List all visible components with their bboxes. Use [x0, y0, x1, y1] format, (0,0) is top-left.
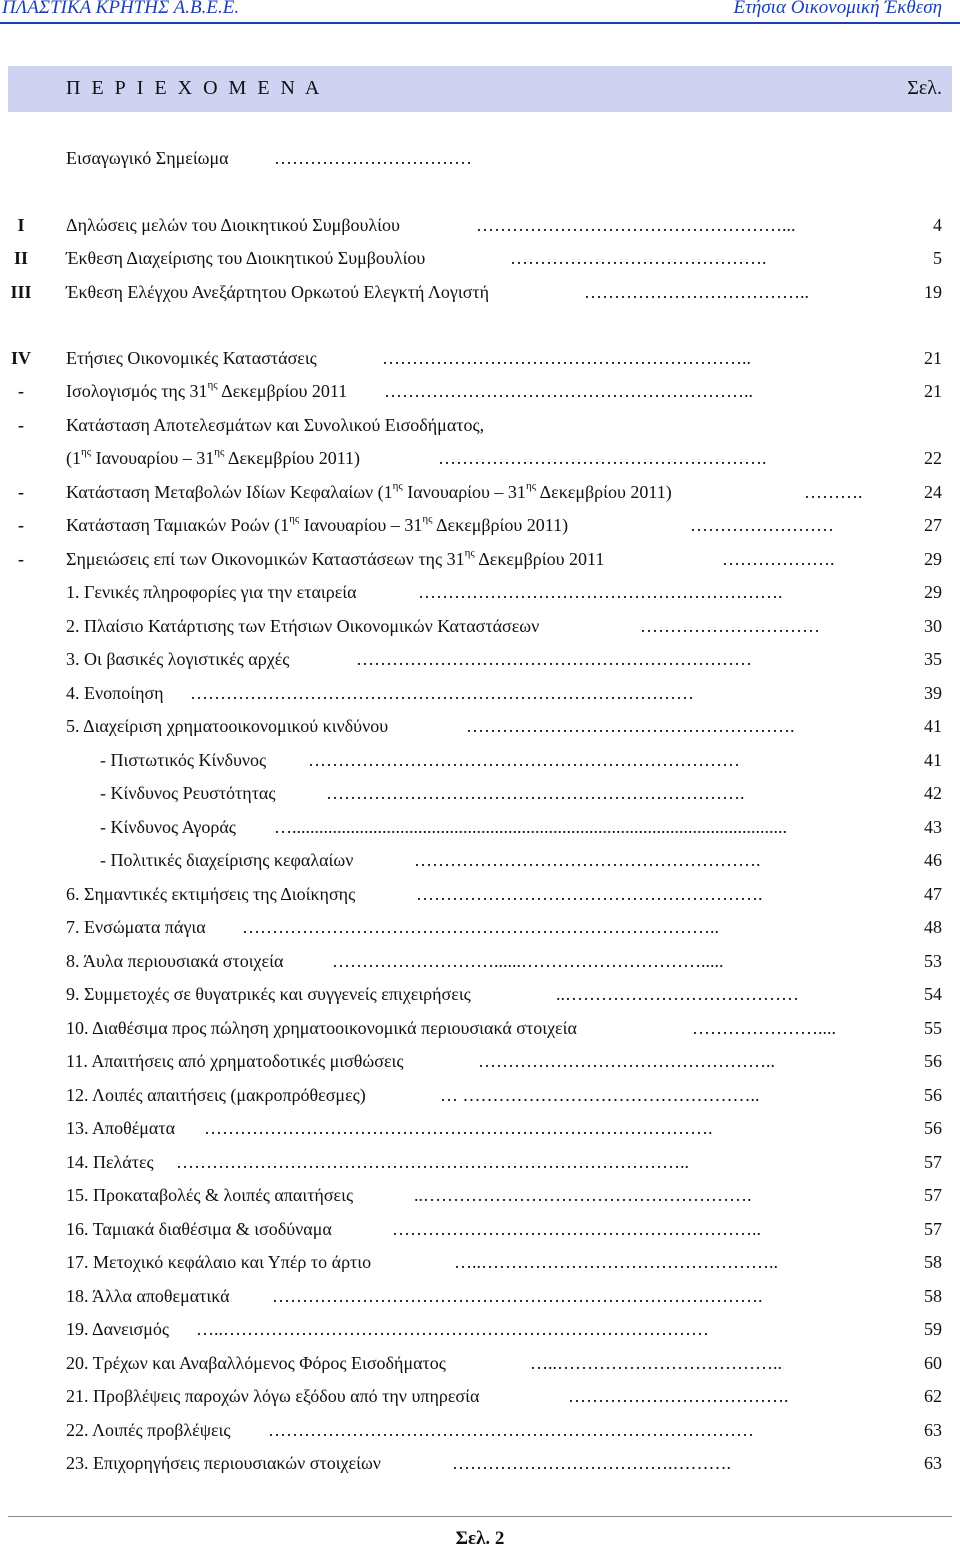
dot-leader: …………………………………………………….: [418, 582, 783, 602]
toc-entry-number: IV: [10, 348, 31, 368]
dot-leader: ……………………………….: [568, 1386, 789, 1406]
toc-entry-intro[interactable]: [0, 143, 960, 173]
dot-leader: …..………………………………..: [530, 1353, 782, 1373]
toc-entry-label: - Κίνδυνος Ρευστότητας: [100, 783, 276, 803]
toc-entry-bullet: -: [18, 381, 24, 401]
toc-entry-page: 53: [924, 951, 942, 971]
toc-entry-label: 13. Αποθέματα: [66, 1118, 176, 1138]
dot-leader: ………………………………………………………………………: [268, 1420, 754, 1440]
toc-entry-label: - Κίνδυνος Αγοράς: [100, 817, 236, 837]
toc-title: Π Ε Ρ Ι Ε Χ Ο Μ Ε Ν Α: [66, 77, 323, 99]
toc-entry-note-5-credit-risk[interactable]: [0, 745, 960, 775]
dot-leader: ……………………………: [274, 148, 472, 168]
toc-entry-note-5-capital-policies[interactable]: [0, 845, 960, 875]
dot-leader: …………………………………………..: [478, 1051, 775, 1071]
toc-entry-label: 21. Προβλέψεις παροχών λόγω εξόδου από την υπηρεσία: [66, 1386, 480, 1406]
dot-leader: ……………………………………………….: [466, 716, 795, 736]
toc-entry-label: 12. Λοιπές απαιτήσεις (μακροπρόθεσμες): [66, 1085, 366, 1105]
toc-entry-label: 16. Ταμιακά διαθέσιμα & ισοδύναμα: [66, 1219, 332, 1239]
toc-entry-label: Ετήσιες Οικονομικές Καταστάσεις: [66, 348, 317, 368]
dot-leader: ………………………………………………………………: [308, 750, 740, 770]
page-number: Σελ. 2: [455, 1528, 505, 1549]
toc-entry-label: 18. Άλλα αποθεματικά: [66, 1286, 230, 1306]
toc-entry-bullet: -: [18, 549, 24, 569]
dot-leader: ……………………………………………………..: [382, 348, 751, 368]
toc-entry-note-10[interactable]: [0, 1013, 960, 1043]
dot-leader: …..………………………………………………………………………: [196, 1319, 709, 1339]
dot-leader: ……………………………………………...: [476, 215, 796, 235]
toc-entry-number: III: [10, 282, 32, 302]
toc-banner: [8, 66, 952, 112]
toc-entry-label: Κατάσταση Ταμιακών Ροών ($1^{\eta\varsigma}$ Ιανουαρίου – $31^{\eta\varsigma}$ Δεκεμβρίου 2011): [66, 513, 569, 535]
toc-entry-number: I: [17, 215, 25, 235]
toc-entry-label: Κατάσταση Μεταβολών Ιδίων Κεφαλαίων ($1^{\eta\varsigma}$ Ιανουαρίου – $31^{\eta\varsigma}$ Δεκεμβρίου 2011): [66, 480, 672, 502]
toc-entry-page: 41: [924, 750, 942, 770]
toc-entry-label: Σημειώσεις επί των Οικονομικών Καταστάσεων της $31^{\eta\varsigma}$ Δεκεμβρίου 2011: [66, 547, 605, 569]
toc-entry-note-5[interactable]: [0, 711, 960, 741]
toc-entry-label: 19. Δανεισμός: [66, 1319, 170, 1339]
toc-entry-label: 7. Ενσώματα πάγια: [66, 917, 206, 937]
toc-entry-income-statement[interactable]: [0, 410, 960, 440]
toc-entry-label: 20. Τρέχων και Αναβαλλόμενος Φόρος Εισοδήματος: [66, 1353, 446, 1373]
company-name: ΠΛΑΣΤΙΚΑ ΚΡΗΤΗΣ Α.Β.Ε.Ε.: [2, 0, 240, 18]
toc-entry-income-statement-period[interactable]: [0, 443, 960, 473]
toc-entry-page: 56: [924, 1051, 942, 1071]
toc-entry-note-3[interactable]: [0, 644, 960, 674]
toc-entry-note-22[interactable]: [0, 1415, 960, 1445]
toc-entry-label: 3. Οι βασικές λογιστικές αρχές: [66, 649, 290, 669]
toc-entry-page: 24: [924, 482, 942, 502]
toc-entry-note-15[interactable]: [0, 1180, 960, 1210]
toc-entry-page: 57: [924, 1219, 942, 1239]
toc-entry-note-5-liquidity-risk[interactable]: [0, 778, 960, 808]
toc-entry-label: Κατάσταση Αποτελεσμάτων και Συνολικού Εισοδήματος,: [66, 415, 485, 435]
toc-entry-label: 5. Διαχείριση χρηματοοικονομικού κινδύνου: [66, 716, 389, 736]
toc-entry-label: 23. Επιχορηγήσεις περιουσιακών στοιχείων: [66, 1453, 381, 1473]
toc-entry-page: 29: [924, 582, 942, 602]
toc-entry-ii[interactable]: [0, 243, 960, 273]
dot-leader: ………………………......………………………….....: [332, 951, 724, 971]
toc-entry-page: 4: [933, 215, 942, 235]
toc-entry-label: - Πιστωτικός Κίνδυνος: [100, 750, 267, 770]
toc-entry-page: 47: [924, 884, 942, 904]
toc-entry-page: 46: [924, 850, 942, 870]
toc-entry-page: 42: [924, 783, 942, 803]
toc-entry-note-9[interactable]: [0, 979, 960, 1009]
dot-leader: ..…………………………………: [556, 984, 799, 1004]
toc-entry-note-11[interactable]: [0, 1046, 960, 1076]
dot-leader: ……………………………………………………………………….: [272, 1286, 763, 1306]
toc-entry-page: 27: [924, 515, 942, 535]
toc-entry-page: 21: [924, 348, 942, 368]
dot-leader: ..……………………………………………….: [414, 1185, 752, 1205]
toc-entry-i[interactable]: [0, 210, 960, 240]
toc-entry-page: 56: [924, 1085, 942, 1105]
dot-leader: ……………………………………………………………………..: [242, 917, 719, 937]
toc-entry-note-7[interactable]: [0, 912, 960, 942]
toc-entry-page: 62: [924, 1386, 942, 1406]
toc-entry-page: 54: [924, 984, 942, 1004]
toc-entry-note-1[interactable]: [0, 577, 960, 607]
toc-entry-bullet: -: [18, 415, 24, 435]
toc-entry-label: 10. Διαθέσιμα προς πώληση χρηματοοικονομικά περιουσιακά στοιχεία: [66, 1018, 577, 1038]
toc-entry-label: 15. Προκαταβολές & λοιπές απαιτήσεις: [66, 1185, 354, 1205]
dot-leader: … …………………………………………..: [440, 1085, 760, 1105]
toc-entry-note-5-market-risk[interactable]: [0, 812, 960, 842]
toc-entry-label: 17. Μετοχικό κεφάλαιο και Υπέρ το άρτιο: [66, 1252, 372, 1272]
dot-leader: ……………………: [690, 515, 834, 535]
toc-entry-label: 8. Άυλα περιουσιακά στοιχεία: [66, 951, 284, 971]
toc-entry-page: 56: [924, 1118, 942, 1138]
toc-entry-equity-changes[interactable]: [0, 477, 960, 507]
dot-leader: …………………………………………………………………………: [190, 683, 694, 703]
toc-entry-note-14[interactable]: [0, 1147, 960, 1177]
toc-entry-page: 43: [924, 817, 942, 837]
report-title: Ετήσια Οικονομική Έκθεση: [733, 0, 942, 18]
page-header: [0, 0, 960, 24]
toc-entry-label: Δηλώσεις μελών του Διοικητικού Συμβουλίου: [66, 215, 400, 235]
toc-entry-page: 60: [924, 1353, 942, 1373]
toc-entry-note-18[interactable]: [0, 1281, 960, 1311]
toc-entry-label: 22. Λοιπές προβλέψεις: [66, 1420, 231, 1440]
toc-entry-iii[interactable]: [0, 277, 960, 307]
toc-entry-label: 4. Ενοποίηση: [66, 683, 164, 703]
toc-entry-page: 58: [924, 1252, 942, 1272]
toc-entry-note-8[interactable]: [0, 946, 960, 976]
toc-entry-label: 9. Συμμετοχές σε θυγατρικές και συγγενείς επιχειρήσεις: [66, 984, 471, 1004]
toc-entry-page: 39: [924, 683, 942, 703]
dot-leader: …..............................................................................................................: [274, 817, 787, 837]
toc-entry-note-19[interactable]: [0, 1314, 960, 1344]
toc-entry-note-6[interactable]: [0, 879, 960, 909]
toc-entry-page: 55: [924, 1018, 942, 1038]
dot-leader: ………………………………………………….: [414, 850, 761, 870]
toc-entry-label: 11. Απαιτήσεις από χρηματοδοτικές μισθώσεις: [66, 1051, 404, 1071]
toc-entry-number: II: [13, 248, 28, 268]
toc-entry-page: 57: [924, 1152, 942, 1172]
dot-leader: ……….: [804, 482, 863, 502]
toc-entry-page: 29: [924, 549, 942, 569]
toc-entry-note-23[interactable]: [0, 1448, 960, 1478]
dot-leader: …………………………………………………………: [356, 649, 752, 669]
toc-entry-label: 6. Σημαντικές εκτιμήσεις της Διοίκησης: [66, 884, 356, 904]
toc-entry-label: ($1^{\eta\varsigma}$ Ιανουαρίου – $31^{\eta\varsigma}$ Δεκεμβρίου 2011): [66, 446, 361, 468]
toc-entry-note-13[interactable]: [0, 1113, 960, 1143]
dot-leader: …………………………………………………………………………..: [176, 1152, 689, 1172]
dot-leader: ………………………………..: [584, 282, 809, 302]
toc-entry-label: Εισαγωγικό Σημείωμα: [66, 148, 229, 168]
toc-entry-page: 22: [924, 448, 942, 468]
toc-entry-balance-sheet[interactable]: [0, 376, 960, 406]
toc-entry-page: 5: [933, 248, 942, 268]
toc-entry-page: 41: [924, 716, 942, 736]
toc-entry-label: - Πολιτικές διαχείρισης κεφαλαίων: [100, 850, 354, 870]
toc-entry-label: Έκθεση Διαχείρισης του Διοικητικού Συμβουλίου: [66, 248, 426, 268]
dot-leader: ……………………………………………………..: [392, 1219, 761, 1239]
toc-entry-page: 58: [924, 1286, 942, 1306]
toc-entry-page: 59: [924, 1319, 942, 1339]
toc-entry-label: 14. Πελάτες: [66, 1152, 154, 1172]
toc-entry-cash-flows[interactable]: [0, 510, 960, 540]
toc-entry-note-4[interactable]: [0, 678, 960, 708]
toc-entry-note-2[interactable]: [0, 611, 960, 641]
toc-entry-page: 48: [924, 917, 942, 937]
dot-leader: ……………….: [722, 549, 835, 569]
toc-entry-page: 35: [924, 649, 942, 669]
toc-entry-page: 21: [924, 381, 942, 401]
toc-entry-iv[interactable]: [0, 343, 960, 373]
dot-leader: …..…………………………………………..: [454, 1252, 778, 1272]
dot-leader: ………………………………………………………………………….: [204, 1118, 713, 1138]
footer-divider: [8, 1516, 952, 1517]
toc-entry-note-20[interactable]: [0, 1348, 960, 1378]
toc-entry-note-12[interactable]: [0, 1080, 960, 1110]
toc-entry-label: 2. Πλαίσιο Κατάρτισης των Ετήσιων Οικονομικών Καταστάσεων: [66, 616, 540, 636]
dot-leader: …………………………………………………………….: [326, 783, 745, 803]
toc-entry-page: 63: [924, 1453, 942, 1473]
toc-entry-note-16[interactable]: [0, 1214, 960, 1244]
toc-entry-label: Ισολογισμός της $31^{\eta\varsigma}$ Δεκεμβρίου 2011: [66, 379, 348, 401]
toc-entry-label: Έκθεση Ελέγχου Ανεξάρτητου Ορκωτού Ελεγκτή Λογιστή: [66, 282, 490, 302]
dot-leader: ………………………………………………….: [416, 884, 763, 904]
toc-entry-label: 1. Γενικές πληροφορίες για την εταιρεία: [66, 582, 357, 602]
dot-leader: …………………………: [640, 616, 820, 636]
toc-entry-note-21[interactable]: [0, 1381, 960, 1411]
toc-entry-page: 19: [924, 282, 942, 302]
toc-entry-notes[interactable]: [0, 544, 960, 574]
dot-leader: ……………………………….……….: [452, 1453, 731, 1473]
toc-page-column-label: Σελ.: [907, 77, 942, 99]
toc-entry-page: 57: [924, 1185, 942, 1205]
dot-leader: …………………....: [692, 1018, 836, 1038]
toc-entry-bullet: -: [18, 482, 24, 502]
toc-entry-note-17[interactable]: [0, 1247, 960, 1277]
toc-entry-bullet: -: [18, 515, 24, 535]
toc-entry-page: 63: [924, 1420, 942, 1440]
header-divider: [0, 22, 960, 24]
toc-entry-page: 30: [924, 616, 942, 636]
dot-leader: …………………………………….: [510, 248, 767, 268]
dot-leader: ……………………………………………….: [438, 448, 767, 468]
dot-leader: ……………………………………………………..: [384, 381, 753, 401]
